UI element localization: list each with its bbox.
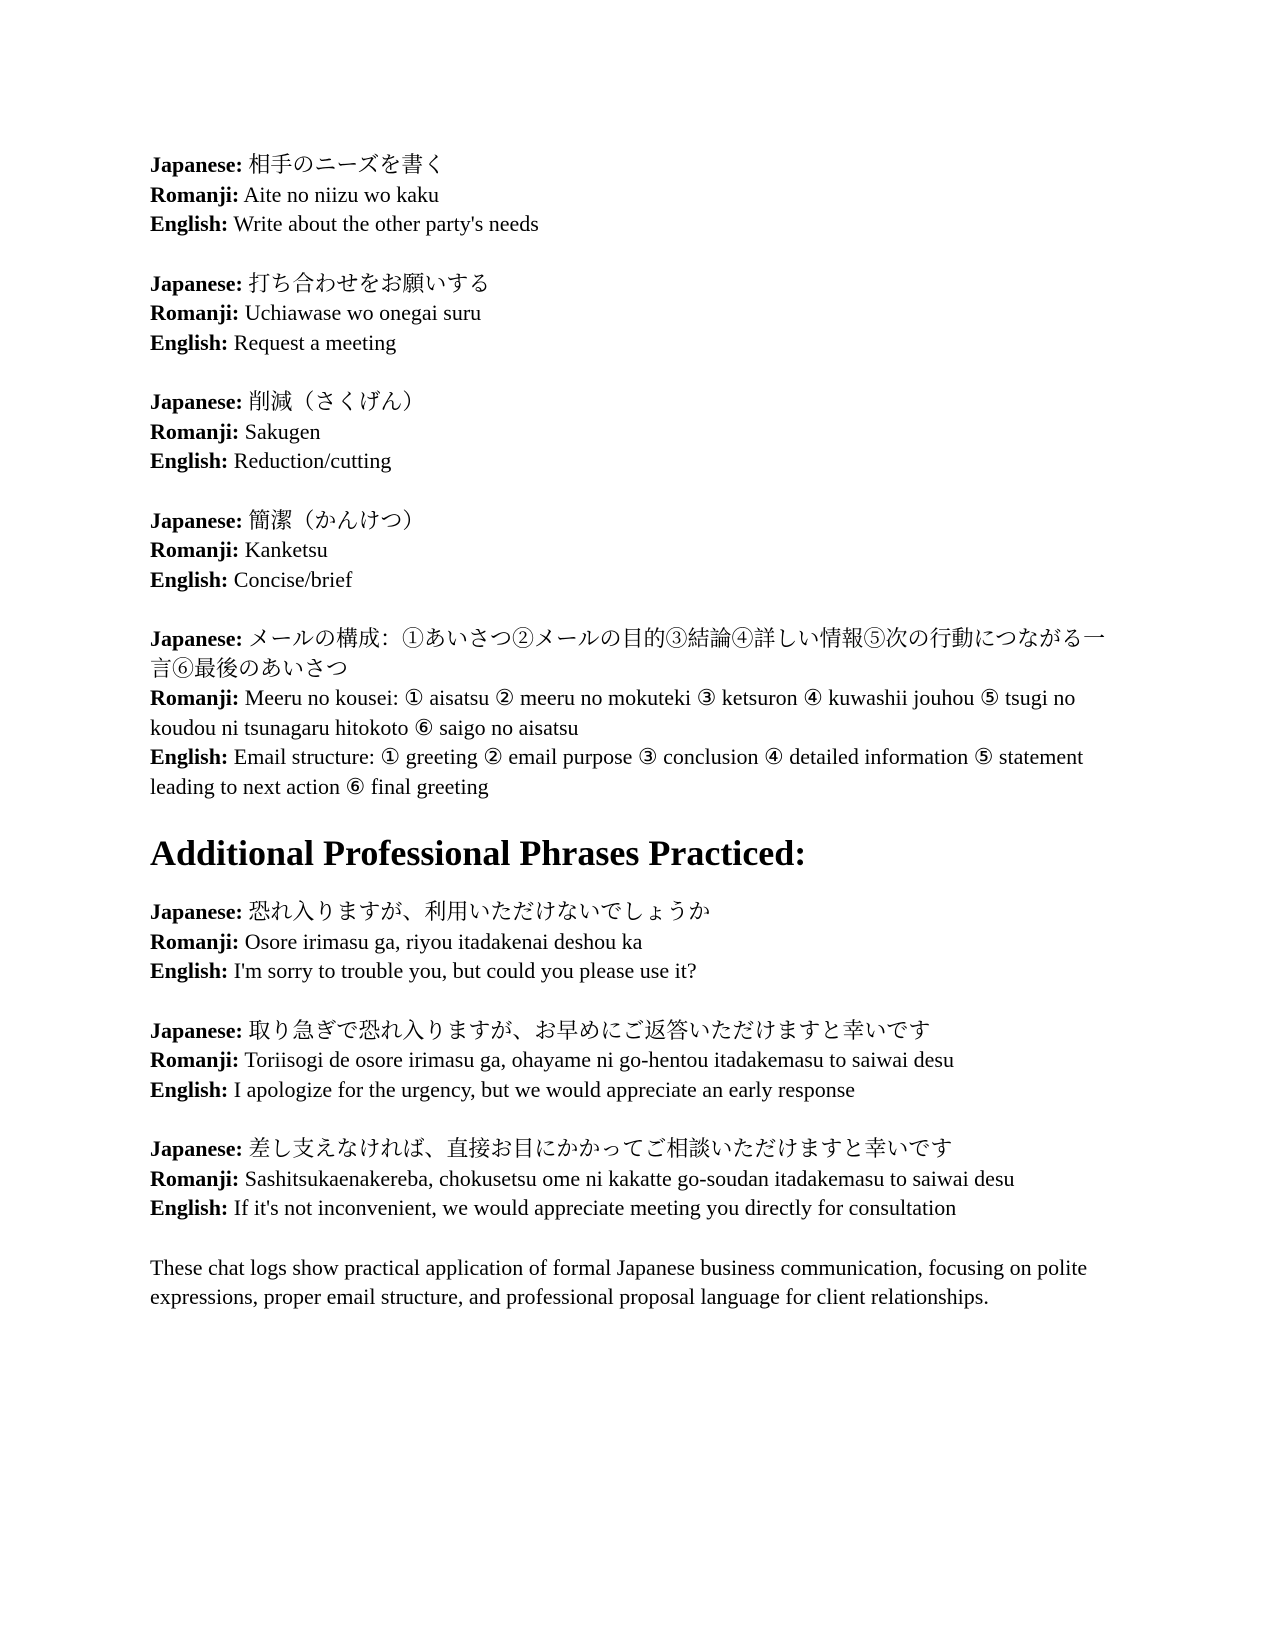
japanese-label: Japanese: xyxy=(150,1136,243,1161)
japanese-line xyxy=(150,506,1120,536)
phrase-entry xyxy=(150,1134,1120,1223)
romanji-text: Toriisogi de osore irimasu ga, ohayame ni go-hentou itadakemasu to saiwai desu xyxy=(244,1047,954,1072)
english-line xyxy=(150,742,1120,801)
romanji-label: Romanji: xyxy=(150,928,240,954)
romanji-label: Romanji: xyxy=(150,181,240,207)
romanji-line xyxy=(150,927,1120,957)
section-heading: Additional Professional Phrases Practiced: xyxy=(150,833,807,873)
japanese-text: メールの構成：①あいさつ②メールの目的③結論④詳しい情報⑤次の行動につながる一言⑥最後のあいさつ xyxy=(150,626,1106,681)
romanji-label: Romanji: xyxy=(150,1165,240,1191)
english-text: Reduction/cutting xyxy=(233,448,392,473)
japanese-text: 削減（さくげん） xyxy=(248,389,425,414)
japanese-line xyxy=(150,387,1120,417)
romanji-line xyxy=(150,417,1120,447)
vocab-entry xyxy=(150,269,1120,358)
english-line xyxy=(150,956,1120,986)
japanese-text: 簡潔（かんけつ） xyxy=(248,507,425,533)
japanese-label: Japanese: xyxy=(150,507,243,533)
summary-paragraph: These chat logs show practical application of formal Japanese business communication, focusing on polite expressions, proper email structure, and professional proposal language for client relationships. xyxy=(150,1254,1088,1309)
romanji-text: Sakugen xyxy=(244,418,321,444)
english-label: English: xyxy=(150,1076,229,1102)
english-text: I apologize for the urgency, but we would appreciate an early response xyxy=(233,1076,856,1102)
romanji-text: Aite no niizu wo kaku xyxy=(243,181,440,207)
romanji-label: Romanji: xyxy=(150,1047,240,1072)
english-label: English: xyxy=(150,566,229,592)
japanese-text: 恐れ入りますが、利用いただけないでしょうか xyxy=(248,899,711,924)
english-label: English: xyxy=(150,958,229,983)
english-line xyxy=(150,328,1120,358)
romanji-text: Meeru no kousei: ① aisatsu ② meeru no mokuteki ③ ketsuron ④ kuwashii jouhou ⑤ tsugi no koudou ni tsunagaru hitokoto ⑥ saigo no aisatsu xyxy=(150,685,1076,740)
english-text: Write about the other party's needs xyxy=(233,211,539,236)
romanji-line xyxy=(150,683,1120,742)
english-text: If it's not inconvenient, we would appreciate meeting you directly for consultation xyxy=(233,1195,957,1220)
japanese-line xyxy=(150,269,1120,299)
english-label: English: xyxy=(150,211,229,236)
vocab-entry xyxy=(150,506,1120,595)
japanese-line xyxy=(150,1016,1120,1046)
romanji-label: Romanji: xyxy=(150,418,240,444)
english-label: English: xyxy=(150,744,229,769)
japanese-label: Japanese: xyxy=(150,152,243,177)
japanese-label: Japanese: xyxy=(150,389,243,414)
english-label: English: xyxy=(150,1195,229,1220)
english-line xyxy=(150,209,1120,239)
vocab-entry xyxy=(150,624,1120,801)
japanese-label: Japanese: xyxy=(150,1017,243,1043)
romanji-label: Romanji: xyxy=(150,537,240,562)
japanese-line xyxy=(150,1134,1120,1164)
vocab-entry xyxy=(150,387,1120,476)
phrase-entry xyxy=(150,897,1120,986)
romanji-label: Romanji: xyxy=(150,685,240,710)
english-line xyxy=(150,1193,1120,1223)
romanji-line xyxy=(150,1164,1120,1194)
english-line xyxy=(150,446,1120,476)
english-label: English: xyxy=(150,448,229,473)
japanese-line xyxy=(150,150,1120,180)
japanese-text: 相手のニーズを書く xyxy=(248,152,446,177)
romanji-line xyxy=(150,180,1120,210)
romanji-text: Osore irimasu ga, riyou itadakenai deshou ka xyxy=(244,928,643,954)
japanese-line xyxy=(150,624,1120,683)
english-label: English: xyxy=(150,329,229,355)
romanji-label: Romanji: xyxy=(150,300,240,325)
document-page xyxy=(150,150,1120,1311)
japanese-label: Japanese: xyxy=(150,626,243,651)
japanese-text: 差し支えなければ、直接お目にかかってご相談いただけますと幸いです xyxy=(248,1136,953,1161)
romanji-text: Uchiawase wo onegai suru xyxy=(244,300,482,325)
romanji-text: Kanketsu xyxy=(244,537,328,562)
english-text: Concise/brief xyxy=(233,566,353,592)
romanji-line xyxy=(150,535,1120,565)
romanji-line xyxy=(150,1045,1120,1075)
japanese-label: Japanese: xyxy=(150,270,243,296)
romanji-text: Sashitsukaenakereba, chokusetsu ome ni kakatte go-soudan itadakemasu to saiwai desu xyxy=(244,1165,1015,1191)
english-line xyxy=(150,565,1120,595)
vocab-entry xyxy=(150,150,1120,239)
english-text: Request a meeting xyxy=(233,329,397,355)
japanese-line xyxy=(150,897,1120,927)
japanese-text: 取り急ぎで恐れ入りますが、お早めにご返答いただけますと幸いです xyxy=(248,1017,931,1043)
phrase-entry xyxy=(150,1016,1120,1105)
japanese-label: Japanese: xyxy=(150,899,243,924)
english-text: I'm sorry to trouble you, but could you please use it? xyxy=(233,958,697,983)
japanese-text: 打ち合わせをお願いする xyxy=(248,270,491,296)
english-text: Email structure: ① greeting ② email purpose ③ conclusion ④ detailed information ⑤ statement leading to next action ⑥ final greeting xyxy=(150,744,1084,799)
romanji-line xyxy=(150,298,1120,328)
english-line xyxy=(150,1075,1120,1105)
